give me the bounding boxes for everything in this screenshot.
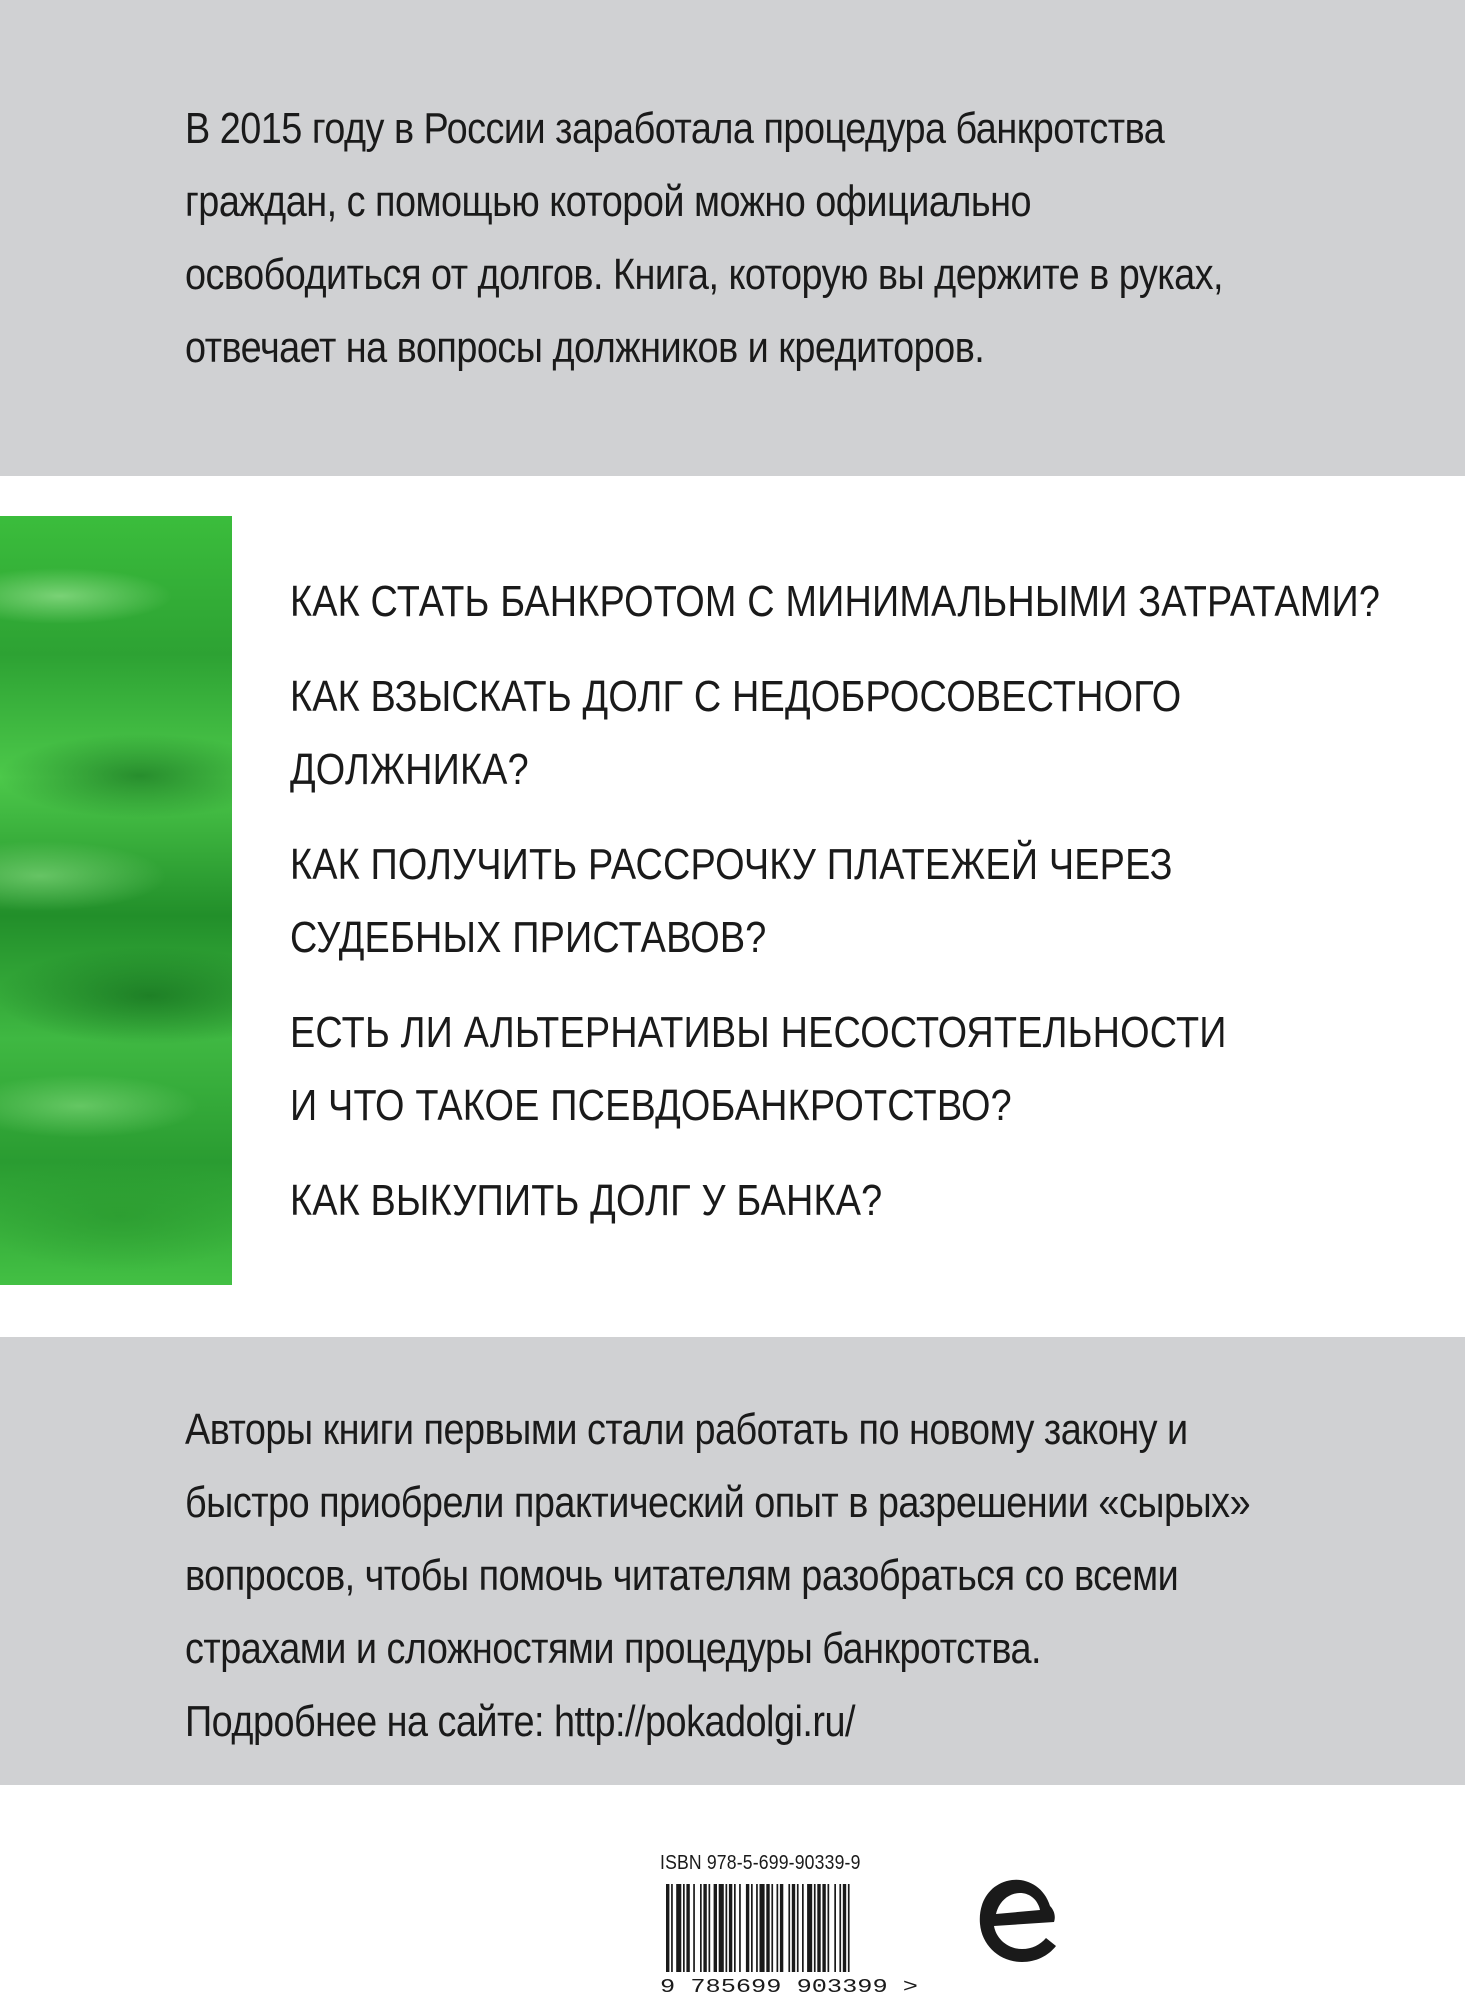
barcode-bar [788,1884,790,1972]
question-line: И ЧТО ТАКОЕ ПСЕВДОБАНКРОТСТВО? [290,1081,1012,1130]
authors-line: быстро приобрели практический опыт в разрешении «сырых» [185,1478,1251,1527]
barcode-bar [709,1884,711,1972]
barcode-icon [660,1884,920,1996]
questions-list [290,565,1391,1259]
question-line: ДОЛЖНИКА? [290,745,529,794]
intro-line: отвечает на вопросы должников и кредиторов. [185,323,985,372]
barcode-bar [686,1884,689,1972]
barcode-bar [771,1884,773,1972]
question-item [290,660,1391,806]
barcode-bar [814,1884,816,1972]
barcode-bar [834,1884,836,1972]
question-line: СУДЕБНЫХ ПРИСТАВОВ? [290,913,767,962]
barcode-bar [843,1884,846,1972]
barcode-bar [780,1884,783,1972]
barcode-bar [683,1884,685,1972]
barcode-bar [734,1884,736,1972]
barcode-bar [671,1884,673,1972]
barcode-bar [719,1884,724,1972]
barcode-bar [828,1884,830,1972]
barcode-digits: 9 785699 903399 > [660,1976,918,1996]
barcode-bar [839,1884,841,1972]
isbn-barcode [660,1852,920,1998]
barcode-bar [693,1884,695,1972]
website-line: Подробнее на сайте: http://pokadolgi.ru/ [185,1697,855,1746]
barcode-bar [739,1884,741,1972]
barcode-bar [666,1884,669,1972]
question-item [290,996,1391,1142]
green-decorative-strip [0,516,232,1285]
barcode-bar [729,1884,732,1972]
barcode-bar [822,1884,825,1972]
barcode-bar [797,1884,799,1972]
barcode-bar [817,1884,820,1972]
intro-line: освободиться от долгов. Книга, которую вы держите в руках, [185,250,1224,299]
question-line: ЕСТЬ ЛИ АЛЬТЕРНАТИВЫ НЕСОСТОЯТЕЛЬНОСТИ [290,1008,1227,1057]
question-line: КАК СТАТЬ БАНКРОТОМ С МИНИМАЛЬНЫМИ ЗАТРАТАМИ? [290,577,1381,626]
authors-line: вопросов, чтобы помочь читателям разобраться со всеми [185,1551,1179,1600]
barcode-bar [807,1884,812,1972]
barcode-bar [777,1884,779,1972]
barcode-bar [760,1884,765,1972]
barcode-bar [766,1884,769,1972]
barcode-bar [726,1884,728,1972]
publisher-logo-icon [972,1872,1064,1972]
barcode-bar [703,1884,706,1972]
authors-line: Авторы книги первыми стали работать по новому закону и [185,1405,1188,1454]
barcode-bar [714,1884,717,1972]
isbn-label: ISBN 978-5-699-90339-9 [660,1852,861,1874]
question-line: КАК ВЫКУПИТЬ ДОЛГ У БАНКА? [290,1176,883,1225]
barcode-bar [756,1884,758,1972]
question-line: КАК ВЗЫСКАТЬ ДОЛГ С НЕДОБРОСОВЕСТНОГО [290,672,1182,721]
authors-line: страхами и сложностями процедуры банкротства. [185,1624,1042,1673]
barcode-bar [848,1884,850,1972]
barcode-bar [751,1884,753,1972]
question-item [290,1164,1391,1237]
question-item [290,828,1391,974]
barcode-bar [746,1884,749,1972]
question-item [290,565,1391,638]
intro-line: граждан, с помощью которой можно официально [185,177,1032,226]
authors-paragraph [185,1393,1365,1758]
intro-line: В 2015 году в России заработала процедура банкротства [185,104,1165,153]
barcode-bar [676,1884,681,1972]
barcode-bar [792,1884,795,1972]
barcode-bar [700,1884,702,1972]
barcode-bar [802,1884,804,1972]
intro-paragraph [185,92,1365,384]
question-line: КАК ПОЛУЧИТЬ РАССРОЧКУ ПЛАТЕЖЕЙ ЧЕРЕЗ [290,840,1173,889]
